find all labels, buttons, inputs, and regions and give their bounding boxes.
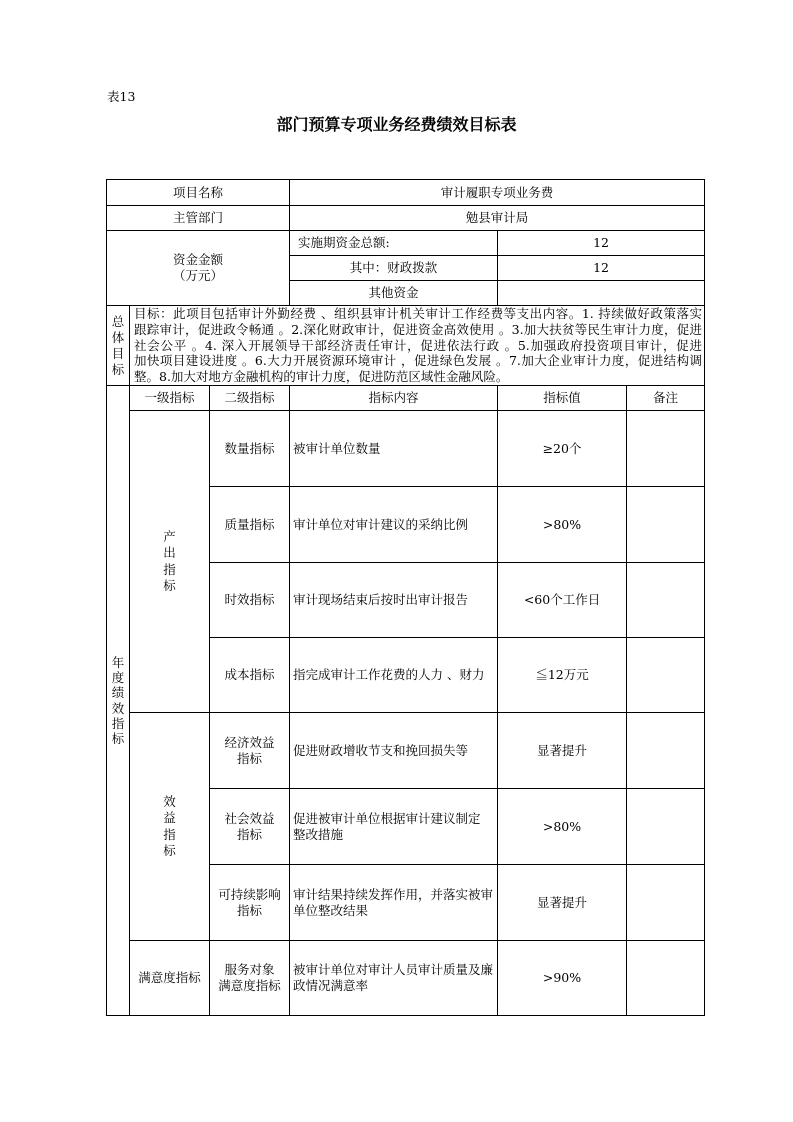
level2-label: 服务对象 满意度指标 xyxy=(210,941,290,1016)
header-content: 指标内容 xyxy=(290,386,498,411)
funds-label-cell xyxy=(107,231,290,306)
note-cell xyxy=(627,487,705,563)
indicator-row xyxy=(107,941,705,1016)
header-note: 备注 xyxy=(627,386,705,411)
level2-label: 数量指标 xyxy=(210,411,290,487)
objective-label: 总体目标 xyxy=(111,313,125,377)
level2-label: 质量指标 xyxy=(210,487,290,563)
department-value: 勉县审计局 xyxy=(290,206,705,231)
indicator-value: ≥20个 xyxy=(498,411,627,487)
indicator-value: ≦12万元 xyxy=(498,638,627,713)
note-cell xyxy=(627,411,705,487)
objective-row xyxy=(107,306,705,386)
level2-label: 社会效益 指标 xyxy=(210,789,290,865)
department-row xyxy=(107,206,705,231)
objective-line: 整。8.加大对地方金融机构的审计力度，促进防范区域性金融风险。 xyxy=(134,369,509,385)
indicator-value: 显著提升 xyxy=(498,865,627,941)
indicator-row xyxy=(107,411,705,487)
note-cell xyxy=(627,865,705,941)
indicator-content: 促进被审计单位根据审计建议制定 整改措施 xyxy=(290,789,498,865)
indicator-header-row xyxy=(107,386,705,411)
objective-line: 目标：此项目包括审计外勤经费 、组织县审计机关审计工作经费等支出内容。1. 持续做好政策落实 xyxy=(134,306,703,321)
note-cell xyxy=(627,789,705,865)
indicator-value: <60个工作日 xyxy=(498,563,627,638)
indicator-row xyxy=(107,713,705,789)
indicator-content: 促进财政增收节支和挽回损失等 xyxy=(290,713,498,789)
indicator-content: 审计现场结束后按时出审计报告 xyxy=(290,563,498,638)
objective-line: 加快项目建设进度 。6.大力开展资源环境审计 ，促进绿色发展 。7.加大企业审计力度，促进结构调 xyxy=(134,353,703,369)
output-indicators-cell xyxy=(130,411,210,713)
satisfaction-indicators-label: 满意度指标 xyxy=(130,941,210,1016)
project-name-label: 项目名称 xyxy=(107,180,290,206)
header-value: 指标值 xyxy=(498,386,627,411)
annual-indicators-label: 年度绩效指标 xyxy=(111,654,125,746)
document-title: 部门预算专项业务经费绩效目标表 xyxy=(276,115,517,134)
sheet-number: 表13 xyxy=(107,89,136,104)
funds-unit: （万元） xyxy=(173,268,224,283)
funds-total-label: 实施期资金总额: xyxy=(290,231,498,256)
benefit-indicators-label: 效益指标 xyxy=(163,793,176,858)
indicator-content: 指完成审计工作花费的人力 、财力 xyxy=(290,638,498,713)
objective-text xyxy=(130,306,705,386)
header-level2: 二级指标 xyxy=(210,386,290,411)
funds-total-value: 12 xyxy=(498,231,705,256)
funds-fiscal-label: 其中：财政拨款 xyxy=(290,256,498,281)
note-cell xyxy=(627,713,705,789)
level2-label: 经济效益 指标 xyxy=(210,713,290,789)
benefit-indicators-cell xyxy=(130,713,210,941)
indicator-value: 显著提升 xyxy=(498,713,627,789)
indicator-content: 被审计单位对审计人员审计质量及廉 政情况满意率 xyxy=(290,941,498,1016)
indicator-value: >80% xyxy=(498,789,627,865)
note-cell xyxy=(627,563,705,638)
indicator-value: >90% xyxy=(498,941,627,1016)
funds-other-value xyxy=(498,281,705,306)
department-label: 主管部门 xyxy=(107,206,290,231)
indicator-content: 审计单位对审计建议的采纳比例 xyxy=(290,487,498,563)
note-cell xyxy=(627,638,705,713)
indicator-content: 被审计单位数量 xyxy=(290,411,498,487)
objective-line: 社会公平 。4. 深入开展领导干部经济责任审计，促进依法行政 。5.加强政府投资项目审计，促进 xyxy=(134,337,703,353)
project-name-row xyxy=(107,180,705,206)
level2-label: 时效指标 xyxy=(210,563,290,638)
objective-line: 跟踪审计，促进政令畅通 。2.深化财政审计，促进资金高效使用 。3.加大扶贫等民生审计力度，促进 xyxy=(134,321,703,337)
indicator-content: 审计结果持续发挥作用，并落实被审 单位整改结果 xyxy=(290,865,498,941)
header-level1: 一级指标 xyxy=(130,386,210,411)
project-name-value: 审计履职专项业务费 xyxy=(290,180,705,206)
indicator-value: >80% xyxy=(498,487,627,563)
annual-indicators-label-cell xyxy=(107,386,130,1016)
funds-total-row xyxy=(107,231,705,256)
level2-label: 成本指标 xyxy=(210,638,290,713)
performance-target-table xyxy=(106,179,705,1016)
funds-other-label: 其他资金 xyxy=(290,281,498,306)
funds-label: 资金金额 xyxy=(173,252,224,267)
level2-label: 可持续影响 指标 xyxy=(210,865,290,941)
note-cell xyxy=(627,941,705,1016)
funds-fiscal-value: 12 xyxy=(498,256,705,281)
output-indicators-label: 产出指标 xyxy=(163,528,176,593)
objective-label-cell xyxy=(107,306,130,386)
